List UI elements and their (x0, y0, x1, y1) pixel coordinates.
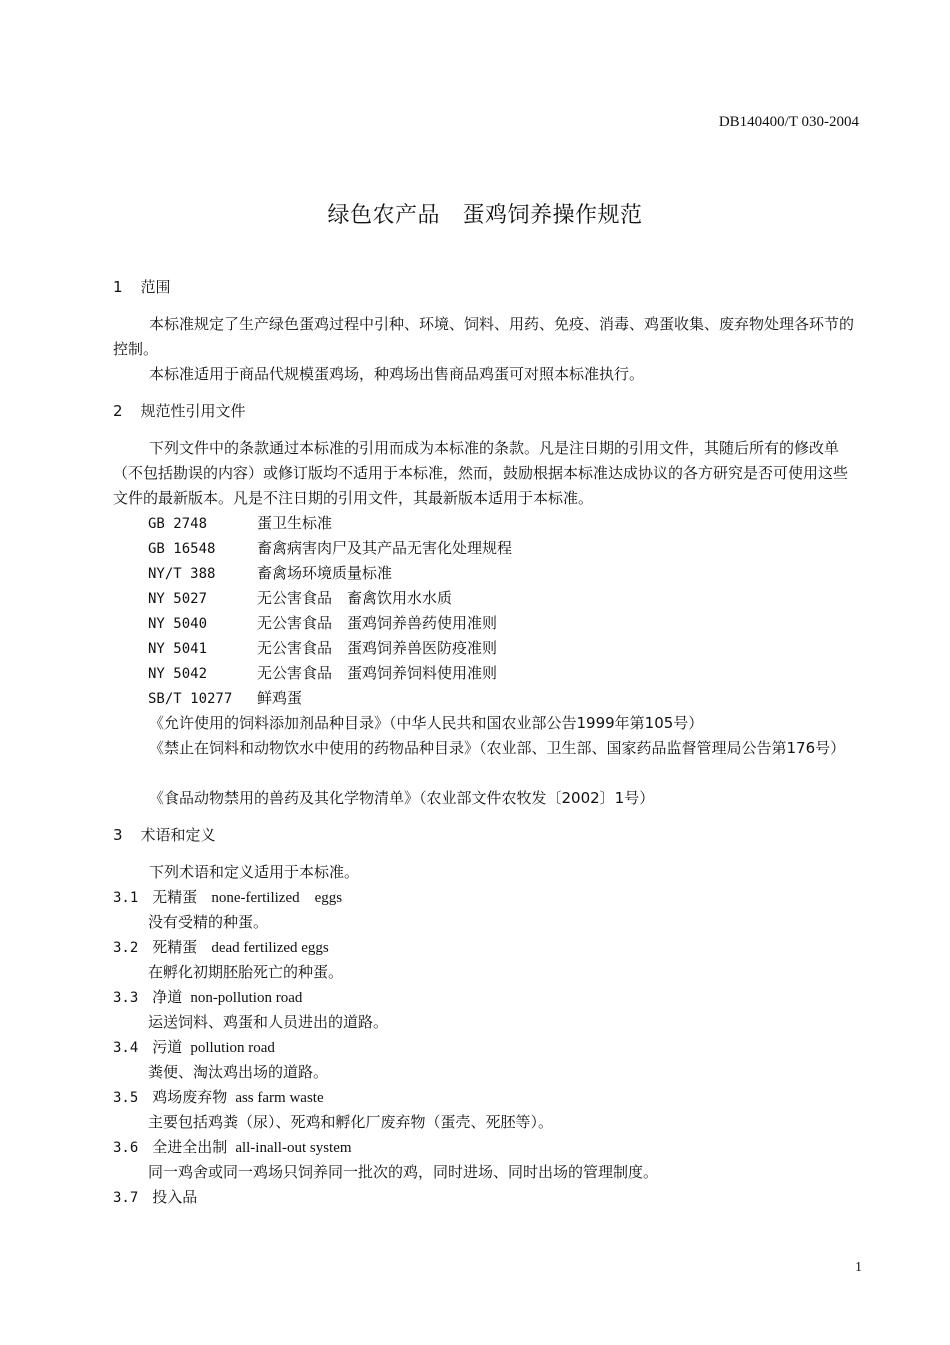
section-1-heading (113, 275, 171, 300)
term-heading (113, 1185, 197, 1211)
section-3-heading (113, 823, 216, 848)
reference-code: NY/T 388 (148, 566, 216, 582)
reference-title: 无公害食品 蛋鸡饲养兽医防疫准则 (257, 639, 498, 657)
reference-document: 《食品动物禁用的兽药及其化学物清单》（农业部文件农牧发〔2002〕1号） (149, 789, 655, 807)
term-definition: 在孵化初期胚胎死亡的种蛋。 (148, 963, 344, 981)
term-heading (113, 1035, 275, 1061)
term-number: 3.7 (113, 1190, 139, 1206)
term-english: ass farm waste (235, 1090, 324, 1106)
term-definition: 主要包括鸡粪（尿）、死鸡和孵化厂废弃物（蛋壳、死胚等）。 (148, 1113, 554, 1131)
reference-title: 畜禽病害肉尸及其产品无害化处理规程 (257, 539, 513, 557)
reference-code: NY 5042 (148, 666, 208, 682)
reference-item (148, 586, 453, 612)
term-english: all-inall-out system (235, 1140, 352, 1156)
document-title: 绿色农产品 蛋鸡饲养操作规范 (327, 203, 643, 228)
term-chinese: 净道 (152, 988, 183, 1006)
paragraph: 本标准适用于商品代规模蛋鸡场，种鸡场出售商品鸡蛋可对照本标准执行。 (149, 365, 645, 383)
term-definition: 粪便、淘汰鸡出场的道路。 (148, 1063, 329, 1081)
reference-item (148, 536, 513, 562)
section-title: 规范性引用文件 (140, 402, 246, 420)
term-chinese: 污道 (152, 1038, 183, 1056)
section-number: 2 (113, 402, 123, 420)
paragraph: 下列术语和定义适用于本标准。 (149, 863, 360, 881)
paragraph: 下列文件中的条款通过本标准的引用而成为本标准的条款。凡是注日期的引用文件，其随后所有的修改单（不包括勘误的内容）或修订版均不适用于本标准，然而，鼓励根据本标准达成协议的各方研究是否可使用这些文件的最新版本。凡是不注日期的引用文件，其最新版本适用于本标准。 (113, 439, 849, 507)
reference-item (148, 611, 498, 637)
paragraph: 本标准规定了生产绿色蛋鸡过程中引种、环境、饲料、用药、免疫、消毒、鸡蛋收集、废弃物处理各环节的控制。 (113, 315, 855, 358)
term-number: 3.5 (113, 1090, 139, 1106)
term-chinese: 全进全出制 (152, 1138, 228, 1156)
section-number: 3 (113, 826, 123, 844)
term-heading (113, 1085, 324, 1111)
reference-code: GB 16548 (148, 541, 216, 557)
reference-title: 畜禽场环境质量标准 (257, 564, 393, 582)
section-2-heading (113, 399, 246, 424)
term-chinese: 死精蛋 (152, 938, 198, 956)
term-number: 3.4 (113, 1040, 139, 1056)
reference-title: 蛋卫生标准 (257, 514, 333, 532)
reference-code: GB 2748 (148, 516, 208, 532)
term-chinese: 无精蛋 (152, 888, 198, 906)
document-number: DB140400/T 030-2004 (718, 114, 859, 130)
term-chinese: 投入品 (152, 1188, 198, 1206)
term-heading (113, 1135, 352, 1161)
reference-code: NY 5041 (148, 641, 208, 657)
section-title: 术语和定义 (140, 826, 216, 844)
term-english: none-fertilized eggs (211, 890, 343, 906)
term-heading (113, 885, 342, 911)
page-number: 1 (855, 1260, 862, 1275)
term-number: 3.1 (113, 890, 139, 906)
section-title: 范围 (140, 278, 171, 296)
term-definition: 同一鸡舍或同一鸡场只饲养同一批次的鸡，同时进场、同时出场的管理制度。 (148, 1163, 659, 1181)
term-english: dead fertilized eggs (211, 940, 329, 956)
term-number: 3.2 (113, 940, 139, 956)
term-english: non-pollution road (190, 990, 303, 1006)
reference-document: 《禁止在饲料和动物饮水中使用的药物品种目录》（农业部、卫生部、国家药品监督管理局公告第176号） (149, 739, 846, 757)
reference-item (148, 661, 498, 687)
reference-item (148, 636, 498, 662)
reference-title: 无公害食品 蛋鸡饲养饲料使用准则 (257, 664, 498, 682)
reference-title: 鲜鸡蛋 (257, 689, 303, 707)
reference-item (148, 686, 303, 712)
reference-item (148, 561, 393, 587)
reference-code: NY 5040 (148, 616, 208, 632)
term-number: 3.3 (113, 990, 139, 1006)
reference-title: 无公害食品 畜禽饮用水水质 (257, 589, 453, 607)
reference-document: 《允许使用的饲料添加剂品种目录》（中华人民共和国农业部公告1999年第105号） (149, 714, 704, 732)
section-number: 1 (113, 278, 123, 296)
reference-code: SB/T 10277 (148, 691, 233, 707)
term-heading (113, 935, 329, 961)
term-english: pollution road (190, 1040, 275, 1056)
reference-title: 无公害食品 蛋鸡饲养兽药使用准则 (257, 614, 498, 632)
reference-code: NY 5027 (148, 591, 208, 607)
reference-item (148, 511, 333, 537)
term-number: 3.6 (113, 1140, 139, 1156)
term-definition: 没有受精的种蛋。 (148, 913, 269, 931)
term-heading (113, 985, 302, 1011)
term-definition: 运送饲料、鸡蛋和人员进出的道路。 (148, 1013, 389, 1031)
term-chinese: 鸡场废弃物 (152, 1088, 228, 1106)
